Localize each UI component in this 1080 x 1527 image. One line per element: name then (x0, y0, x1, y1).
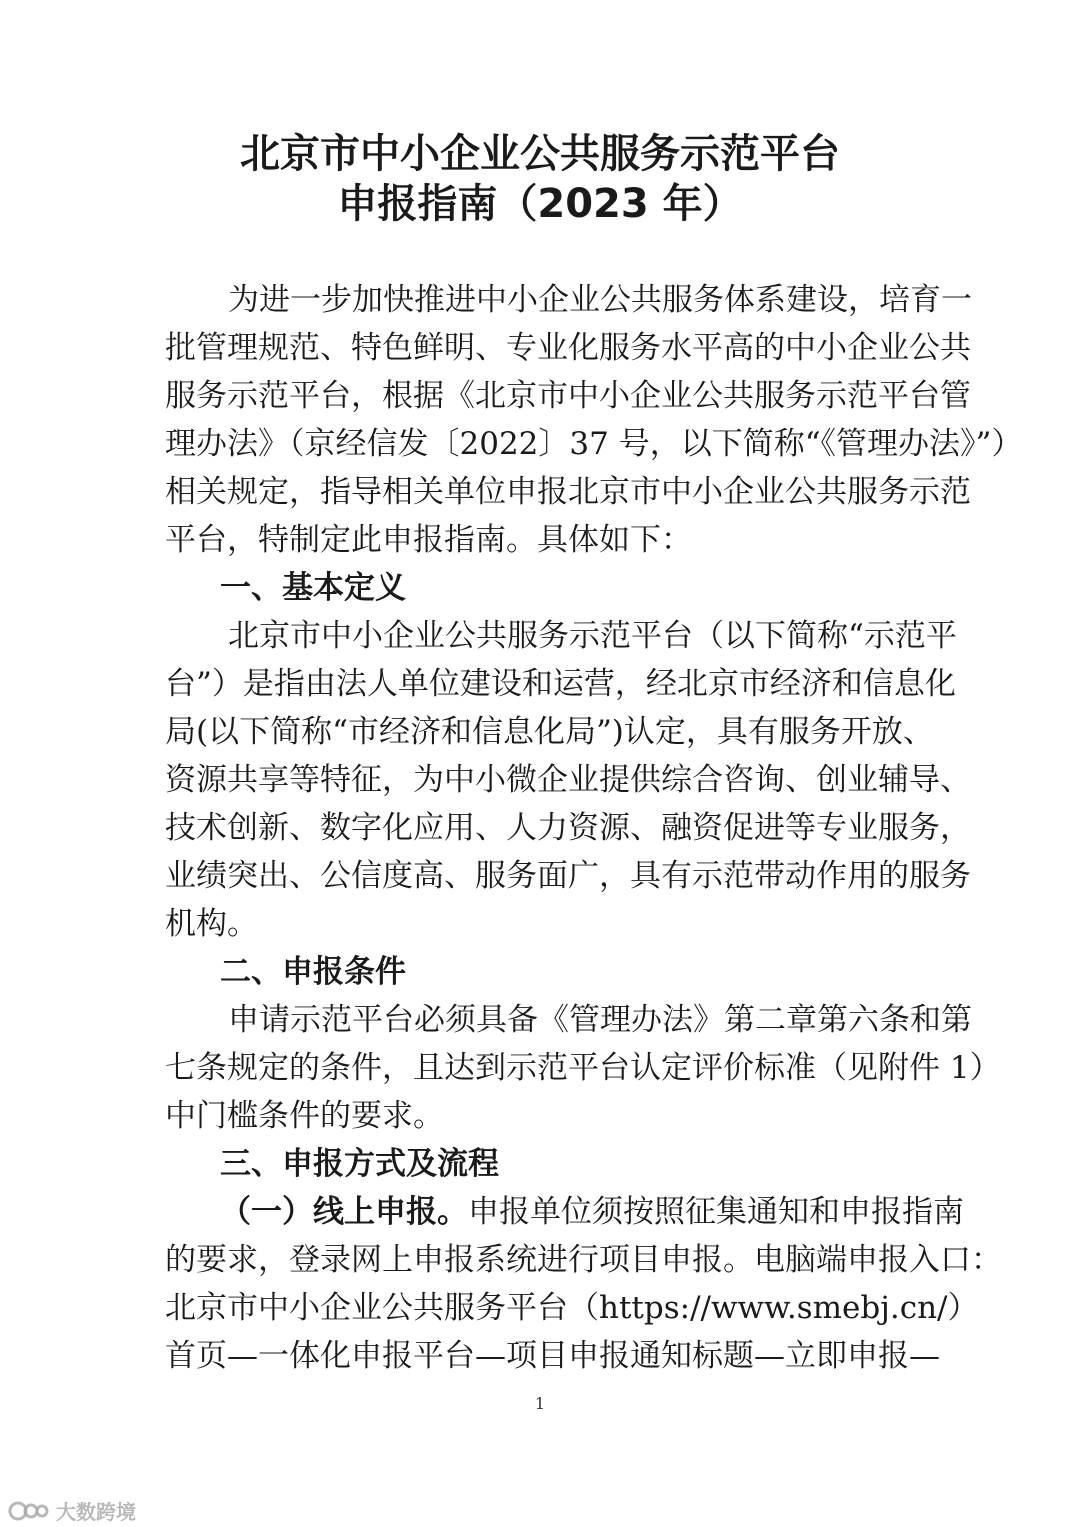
page-number: 1 (534, 1394, 546, 1413)
watermark-logo-icon (8, 1499, 50, 1523)
section1-line: 资源共享等特征，为中小微企业提供综合咨询、创业辅导、 (165, 762, 971, 798)
intro-line: 平台，特制定此申报指南。具体如下： (165, 522, 692, 558)
subsection-text: 申报单位须按照征集通知和申报指南 (468, 1194, 964, 1230)
section1-line: 台”）是指由法人单位建设和运营，经北京市经济和信息化 (165, 666, 956, 702)
section1-line: 业绩突出、公信度高、服务面广，具有示范带动作用的服务 (165, 858, 971, 894)
section2-line: 中门槛条件的要求。 (165, 1098, 444, 1134)
intro-line: 为进一步加快推进中小企业公共服务体系建设，培育一 (228, 282, 972, 318)
section3-line: 北京市中小企业公共服务平台（https://www.smebj.cn/） (165, 1290, 979, 1326)
intro-line: 理办法》（京经信发〔2022〕37 号，以下简称“《管理办法》”） (165, 426, 1023, 462)
intro-line: 服务示范平台，根据《北京市中小企业公共服务示范平台管 (165, 378, 971, 414)
section2-line: 申请示范平台必须具备《管理办法》第二章第六条和第 (228, 1002, 972, 1038)
section-heading-basic-definition: 一、基本定义 (220, 570, 406, 606)
section3-subsection-line (220, 1192, 964, 1232)
section1-line: 局(以下简称“市经济和信息化局”)认定，具有服务开放、 (165, 714, 934, 750)
section2-line: 七条规定的条件，且达到示范平台认定评价标准（见附件 1） (165, 1050, 1001, 1086)
watermark-text: 大数跨境 (56, 1500, 136, 1524)
intro-line: 相关规定，指导相关单位申报北京市中小企业公共服务示范 (165, 474, 971, 510)
document-title-line-1: 北京市中小企业公共服务示范平台 (240, 131, 840, 177)
section3-line: 首页—一体化申报平台—项目申报通知标题—立即申报— (165, 1338, 940, 1374)
section1-line: 技术创新、数字化应用、人力资源、融资促进等专业服务， (165, 810, 971, 846)
watermark (8, 1496, 136, 1525)
section-heading-process: 三、申报方式及流程 (220, 1146, 499, 1182)
section1-line: 机构。 (165, 906, 258, 942)
intro-line: 批管理规范、特色鲜明、专业化服务水平高的中小企业公共 (165, 330, 971, 366)
section3-line: 的要求，登录网上申报系统进行项目申报。电脑端申报入口： (165, 1242, 1002, 1278)
subsection-label-online: （一）线上申报。 (220, 1194, 468, 1230)
section-heading-conditions: 二、申报条件 (220, 954, 406, 990)
document-title-line-2: 申报指南（2023 年） (337, 181, 743, 227)
section1-line: 北京市中小企业公共服务示范平台（以下简称“示范平 (228, 618, 957, 654)
